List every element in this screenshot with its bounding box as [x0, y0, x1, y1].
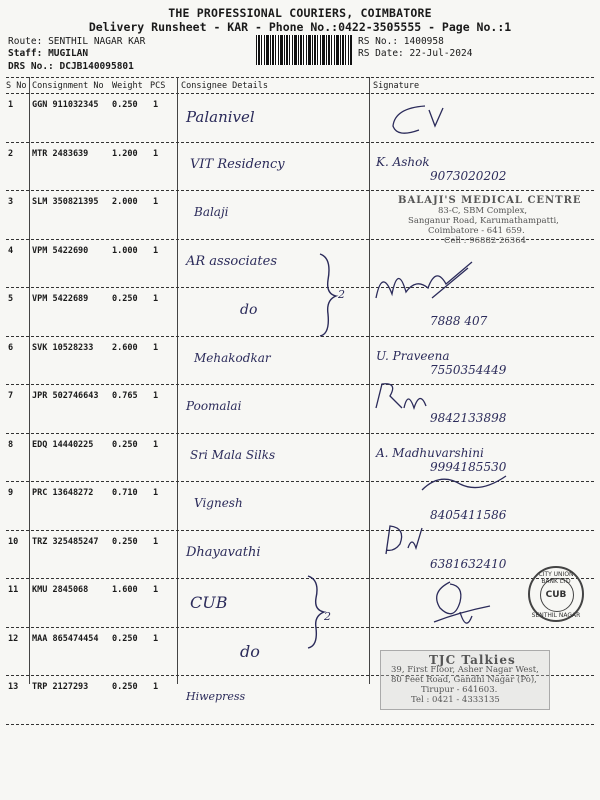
row-weight: 0.250 — [112, 439, 138, 450]
bracket-note: 2 — [338, 288, 345, 301]
bracket-note: 2 — [324, 610, 331, 623]
row-weight: 0.250 — [112, 682, 138, 692]
signature-scribble — [420, 572, 500, 642]
table-row — [0, 531, 600, 580]
row-consignment-no: MTR 2483639 — [32, 148, 89, 159]
row-consignment-no: TRP 2127293 — [32, 682, 89, 692]
stamp-line: Cell : 96882 26364 — [444, 236, 527, 246]
col-header-consignment: Consignment No — [32, 81, 104, 91]
row-consignee-handwritten: Balaji — [194, 205, 229, 219]
rs-no-label: RS No.: — [358, 36, 399, 47]
rs-date-line — [358, 48, 472, 59]
row-consignment-no: VPM 5422690 — [32, 245, 89, 256]
table-row — [0, 482, 600, 531]
runsheet-subtitle: Delivery Runsheet - KAR - Phone No.:0422-3505555 - Page No.:1 — [88, 20, 512, 34]
row-consignee-handwritten: Palanivel — [186, 108, 255, 126]
row-signature-handwritten: A. Madhuvarshini — [376, 445, 484, 460]
row-consignee-handwritten: VIT Residency — [190, 156, 285, 172]
row-pcs: 1 — [153, 488, 159, 498]
col-header-signature: Signature — [373, 81, 420, 91]
row-signature-handwritten: K. Ashok — [376, 154, 430, 169]
row-weight: 0.710 — [112, 488, 138, 498]
row-divider — [6, 724, 594, 725]
table-row — [0, 143, 600, 192]
row-sno: 6 — [8, 342, 14, 353]
route-label: Route: — [8, 36, 43, 47]
col-header-sno: S No — [6, 81, 27, 91]
stamp-line: Tirupur - 641603. — [421, 685, 498, 695]
row-weight: 1.200 — [112, 148, 138, 159]
stamp-line: 80 Feet Road, Gandhi Nagar (Po), — [391, 675, 537, 685]
row-weight: 0.250 — [112, 633, 138, 644]
row-phone-handwritten: 9994185530 — [430, 459, 507, 474]
row-consignment-no: SVK 10528233 — [32, 342, 94, 353]
stamp-name: TJC Talkies — [429, 653, 516, 667]
row-weight: 0.250 — [112, 536, 138, 547]
row-sno: 2 — [8, 148, 14, 159]
row-pcs: 1 — [153, 245, 159, 256]
barcode — [256, 35, 352, 65]
row-consignment-no: PRC 13648272 — [32, 488, 94, 498]
row-sno: 1 — [8, 100, 14, 110]
row-pcs: 1 — [153, 342, 159, 353]
medical-centre-stamp — [398, 196, 582, 246]
table-row — [0, 337, 600, 386]
signature-scribble — [382, 520, 442, 560]
row-pcs: 1 — [153, 536, 159, 547]
col-header-consignee: Consignee Details — [181, 81, 268, 91]
staff-line — [8, 48, 88, 59]
row-consignment-no: VPM 5422689 — [32, 294, 89, 304]
table-row — [0, 579, 600, 628]
row-phone-handwritten: 9842133898 — [430, 411, 507, 425]
table-row — [0, 288, 600, 337]
row-pcs: 1 — [153, 682, 159, 692]
row-sno: 3 — [8, 197, 14, 207]
staff-value: MUGILAN — [48, 48, 89, 59]
row-pcs: 1 — [153, 585, 159, 595]
col-header-weight: Weight — [112, 81, 143, 91]
row-weight: 1.000 — [112, 245, 138, 256]
row-consignment-no: GGN 911032345 — [32, 100, 99, 110]
stamp-line: 83-C, SBM Complex, — [438, 206, 528, 216]
row-consignee-handwritten: do — [240, 302, 258, 318]
stamp-name: BALAJI'S MEDICAL CENTRE — [398, 195, 582, 206]
drs-label: DRS No.: — [8, 61, 54, 72]
row-consignment-no: TRZ 325485247 — [32, 536, 99, 547]
staff-label: Staff: — [8, 48, 43, 59]
stamp-text: SENTHIL NAGAR — [531, 612, 581, 619]
rs-date-label: RS Date: — [358, 48, 404, 59]
row-sno: 4 — [8, 245, 14, 256]
stamp-line: Coimbatore - 641 659. — [428, 226, 525, 236]
row-phone-handwritten: 8405411586 — [430, 508, 507, 522]
bank-round-stamp — [528, 566, 584, 622]
row-consignee-handwritten: Mehakodkar — [194, 350, 271, 365]
row-sno: 5 — [8, 294, 14, 304]
route-line — [8, 36, 145, 47]
row-weight: 0.765 — [112, 391, 138, 401]
row-pcs: 1 — [153, 633, 159, 644]
table-row — [0, 240, 600, 289]
stamp-line: Tel : 0421 - 4333135 — [411, 695, 500, 705]
row-sno: 11 — [8, 585, 19, 595]
row-consignee-handwritten: CUB — [190, 593, 228, 612]
row-consignee-handwritten: Poomalai — [186, 399, 242, 413]
row-consignee-handwritten: Vignesh — [194, 496, 243, 510]
row-pcs: 1 — [153, 148, 159, 159]
row-weight: 2.000 — [112, 197, 138, 207]
row-sno: 7 — [8, 391, 14, 401]
row-consignee-handwritten: Dhayavathi — [186, 544, 261, 560]
row-phone-handwritten: 7550354449 — [430, 362, 507, 377]
row-consignee-handwritten: Hiwepress — [186, 690, 246, 703]
row-pcs: 1 — [153, 439, 159, 450]
drs-line — [8, 61, 134, 72]
row-consignee-handwritten: do — [240, 641, 260, 661]
table-row — [0, 385, 600, 434]
rs-date-value: 22-Jul-2024 — [409, 48, 473, 59]
table-row — [0, 434, 600, 483]
row-consignment-no: EDQ 14440225 — [32, 439, 94, 450]
bracket-mark — [306, 572, 336, 652]
row-sno: 8 — [8, 439, 14, 450]
company-title: THE PROFESSIONAL COURIERS, COIMBATORE — [168, 6, 432, 20]
row-weight: 0.250 — [112, 294, 138, 304]
stamp-line: Sanganur Road, Karumathampatti, — [408, 216, 559, 226]
row-pcs: 1 — [153, 294, 159, 304]
route-value: SENTHIL NAGAR KAR — [48, 36, 146, 47]
row-pcs: 1 — [153, 100, 159, 110]
row-consignment-no: KMU 2845068 — [32, 585, 89, 595]
row-consignment-no: MAA 865474454 — [32, 633, 99, 644]
row-consignment-no: JPR 502746643 — [32, 391, 99, 401]
talkies-stamp — [380, 650, 550, 710]
row-phone-handwritten: 7888 407 — [430, 314, 488, 328]
stamp-text: CITY UNION BANK LTD — [538, 571, 574, 585]
stamp-text: CUB — [545, 590, 567, 600]
table-row — [0, 94, 600, 143]
row-pcs: 1 — [153, 391, 159, 401]
row-weight: 1.600 — [112, 585, 138, 595]
row-sno: 9 — [8, 488, 14, 498]
row-pcs: 1 — [153, 197, 159, 207]
row-weight: 2.600 — [112, 342, 138, 353]
row-consignee-handwritten: Sri Mala Silks — [190, 447, 276, 462]
row-phone-handwritten: 6381632410 — [430, 556, 507, 571]
signature-scribble — [385, 100, 455, 140]
signature-scribble — [372, 258, 482, 308]
row-consignment-no: SLM 350821395 — [32, 197, 99, 207]
row-sno: 13 — [8, 682, 19, 692]
signature-scribble — [372, 378, 432, 418]
row-phone-handwritten: 9073020202 — [430, 168, 507, 183]
row-signature-handwritten: U. Praveena — [376, 348, 450, 363]
row-sno: 12 — [8, 633, 19, 644]
stamp-line: 39, First Floor, Asher Nagar West, — [391, 665, 539, 675]
table-top-rule — [6, 77, 594, 78]
rs-no-line — [358, 36, 444, 47]
row-consignee-handwritten: AR associates — [186, 253, 278, 269]
col-header-pcs: PCS — [150, 81, 166, 91]
signature-scribble — [420, 468, 510, 498]
row-weight: 0.250 — [112, 100, 138, 110]
rs-no-value: 1400958 — [403, 36, 444, 47]
row-sno: 10 — [8, 536, 19, 547]
drs-value: DCJB140095801 — [59, 61, 134, 72]
